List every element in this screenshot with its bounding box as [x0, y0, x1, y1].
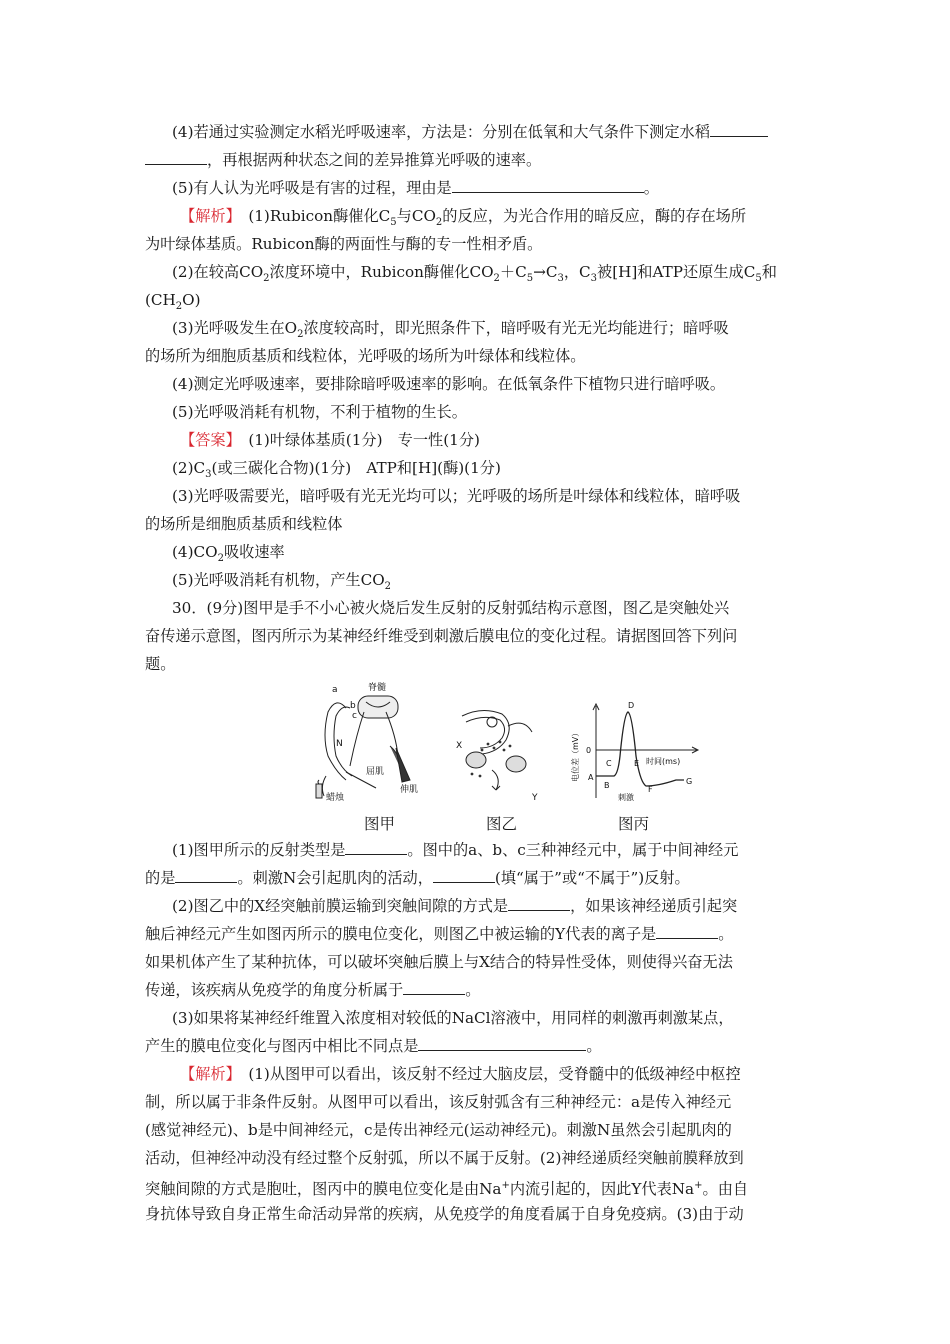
figure-yi-synapse [452, 704, 552, 804]
label-c: c [352, 711, 357, 721]
analysis-line-2: 为叶绿体基质。Rubicon酶的两面性与酶的专一性相矛盾。 [145, 235, 543, 253]
label-stimulus: 刺激 [618, 793, 634, 802]
label-C: C [606, 759, 612, 768]
label-b: b [350, 701, 356, 711]
subq-2-line-4: 传递，该疾病从免疫学的角度分析属于 。 [145, 981, 481, 999]
label-candle: 蜡烛 [326, 793, 345, 803]
label-time: 时间(ms) [646, 757, 681, 766]
analysis-line-3: (2)在较高$CO_2$浓度环境中，Rubicon酶催化$CO_2+C_5\to C_3$，$C_3$被[H]和ATP还原生成$C_5$和 [172, 263, 777, 285]
label-D: D [628, 701, 635, 710]
label-spinal-cord: 脊髓 [368, 683, 387, 693]
label-extensor: 伸肌 [400, 785, 419, 795]
answer-line-3: (3)光呼吸需要光，暗呼吸有光无光均可以；光呼吸的场所是叶绿体和线粒体，暗呼吸 [172, 487, 741, 505]
analysis-tag: 【解析】 [180, 1065, 234, 1083]
answer-blank [403, 980, 465, 995]
analysis-30-line-3: (感觉神经元)、b是中间神经元，c是传出神经元(运动神经元)。刺激N虽然会引起肌肉的 [145, 1121, 732, 1139]
label-flexor: 屈肌 [366, 767, 385, 777]
analysis-tag: 【解析】 [180, 207, 234, 225]
analysis-30-line-4: 活动，但神经冲动没有经过整个反射弧，所以不属于反射。(2)神经递质经突触前膜释放到 [145, 1149, 744, 1167]
analysis-30-line-6: 身抗体导致自身正常生命活动异常的疾病，从免疫学的角度看属于自身免疫病。(3)由于动 [145, 1205, 744, 1223]
subq-1-line-2: 的是 。刺激N会引起肌肉的活动， (填“属于”或“不属于”)反射。 [145, 869, 690, 887]
label-a: a [332, 685, 338, 695]
answer-line-1: 【答案】 (1)叶绿体基质(1分) 专一性(1分) [180, 431, 480, 449]
analysis-30-line-5: 突触间隙的方式是胞吐，图丙中的膜电位变化是由Na+内流引起的，因此Y代表Na+。由自 [145, 1180, 749, 1199]
question-30-line-3: 题。 [145, 655, 176, 673]
label-x: X [456, 741, 463, 751]
question-4-line-1: (4)若通过实验测定水稻光呼吸速率，方法是：分别在低氧和大气条件下测定水稻 [172, 122, 768, 142]
answer-blank [508, 896, 570, 911]
subq-2-line-3: 如果机体产生了某种抗体，可以破坏突触后膜上与X结合的特异性受体，则使得兴奋无法 [145, 953, 733, 971]
answer-tag: 【答案】 [180, 431, 234, 449]
answer-line-6: (5)光呼吸消耗有机物，产生$CO_2$ [172, 571, 392, 593]
answer-blank [433, 868, 495, 883]
answer-blank [656, 924, 718, 939]
analysis-line-5: (3)光呼吸发生在$O_2$浓度较高时，即光照条件下，暗呼吸有光无光均能进行；暗呼吸 [172, 319, 729, 341]
label-B: B [604, 781, 610, 790]
figure-jia-reflex-arc [306, 676, 436, 806]
caption-bing: 图丙 [618, 815, 650, 833]
label-n: N [336, 739, 343, 749]
answer-blank [145, 150, 207, 165]
analysis-line-8: (5)光呼吸消耗有机物，不利于植物的生长。 [172, 403, 467, 421]
answer-blank [175, 868, 237, 883]
analysis-line-7: (4)测定光呼吸速率，要排除暗呼吸速率的影响。在低氧条件下植物只进行暗呼吸。 [172, 375, 726, 393]
subq-2-line-1: (2)图乙中的X经突触前膜运输到突触间隙的方式是 ，如果该神经递质引起突 [172, 897, 738, 915]
answer-blank [418, 1036, 586, 1051]
analysis-line-1: 【解析】 (1)Rubicon酶催化$C_5$与$CO_2$的反应，为光合作用的暗反应，酶的存在场所 [180, 207, 747, 229]
subq-3-line-1: (3)如果将某神经纤维置入浓度相对较低的NaCl溶液中，用同样的刺激再刺激某点， [172, 1009, 734, 1027]
subq-1-line-1: (1)图甲所示的反射类型是 。图中的a、b、c三种神经元中，属于中间神经元 [172, 841, 739, 859]
label-A: A [588, 773, 594, 782]
label-y: Y [532, 793, 538, 803]
answer-blank [345, 840, 407, 855]
question-30-line-1: 30．(9分)图甲是手不小心被火烧后发生反射的反射弧结构示意图，图乙是突触处兴 [172, 599, 730, 617]
question-4-line-2: ，再根据两种状态之间的差异推算光呼吸的速率。 [145, 150, 541, 170]
label-zero: 0 [586, 746, 592, 755]
figure-bing-membrane-potential [566, 696, 706, 806]
question-30-line-2: 奋传递示意图，图丙所示为某神经纤维受到刺激后膜电位的变化过程。请据图回答下列问 [145, 627, 738, 645]
label-F: F [648, 785, 653, 794]
label-axis-y: 电位差（mV） [571, 728, 580, 782]
subq-3-line-2: 产生的膜电位变化与图丙中相比不同点是 。 [145, 1037, 602, 1055]
answer-blank [452, 178, 644, 193]
answer-line-2: $(2)C_3$(或三碳化合物)(1分) ATP和[H](酶)(1分) [172, 459, 501, 481]
analysis-line-6: 的场所为细胞质基质和线粒体，光呼吸的场所为叶绿体和线粒体。 [145, 347, 586, 365]
question-5-line: (5)有人认为光呼吸是有害的过程，理由是 。 [172, 179, 659, 197]
subq-2-line-2: 触后神经元产生如图丙所示的膜电位变化，则图乙中被运输的Y代表的离子是 。 [145, 925, 734, 943]
caption-jia: 图甲 [364, 815, 396, 833]
label-G: G [686, 777, 693, 786]
answer-line-5: $(4)CO_2$吸收速率 [172, 543, 285, 565]
label-E: E [634, 759, 640, 768]
analysis-30-line-1: 【解析】 (1)从图甲可以看出，该反射不经过大脑皮层，受脊髓中的低级神经中枢控 [180, 1065, 741, 1083]
analysis-line-4: $(CH_2O)$ [145, 291, 201, 313]
analysis-30-line-2: 制，所以属于非条件反射。从图甲可以看出，该反射弧含有三种神经元：a是传入神经元 [145, 1093, 732, 1111]
answer-line-4: 的场所是细胞质基质和线粒体 [145, 515, 343, 533]
answer-blank [710, 122, 768, 137]
caption-yi: 图乙 [486, 815, 518, 833]
